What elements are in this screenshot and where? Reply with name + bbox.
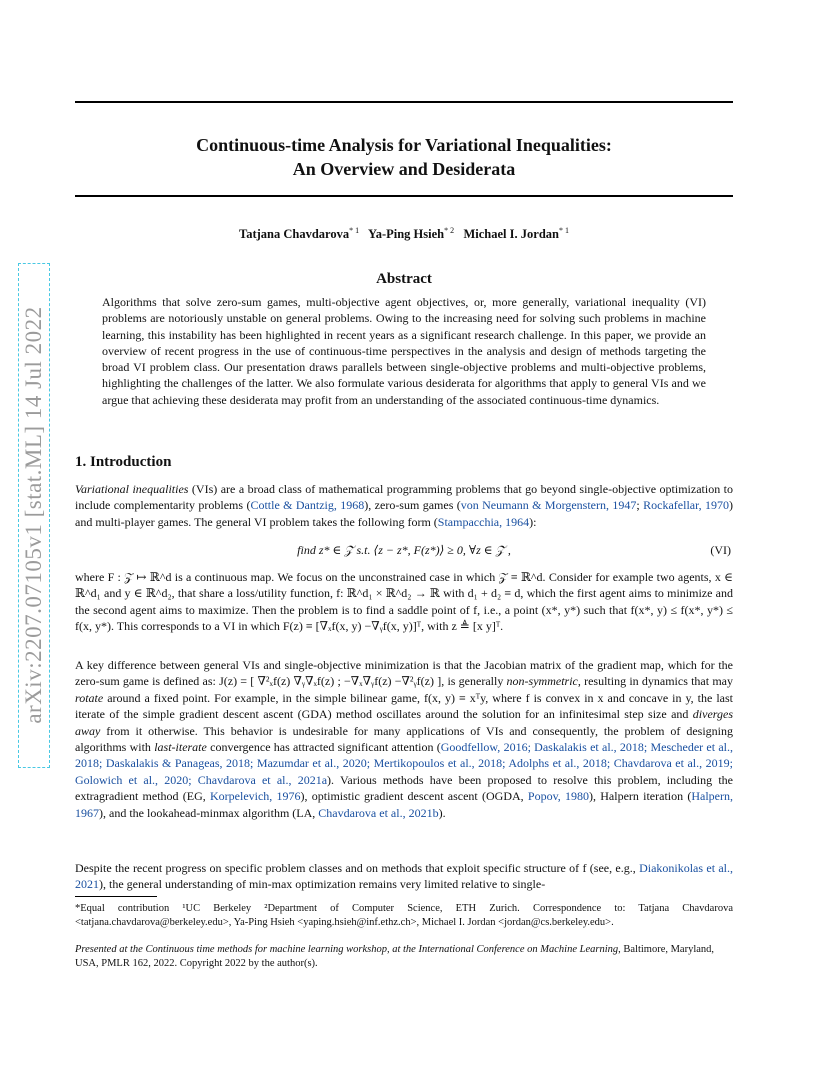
text-run: Despite the recent progress on specific problem classes and on methods that exploit specific structure of f (see, e.g., bbox=[75, 861, 640, 875]
paper-title bbox=[75, 133, 733, 181]
equation-body: find z* ∈ 𝒵 s.t. ⟨z − z*, F(z*)⟩ ≥ 0, ∀z ∈ 𝒵 , bbox=[297, 543, 511, 557]
text-run: ; bbox=[636, 498, 644, 513]
footnote: *Equal contribution ¹UC Berkeley ²Department of Computer Science, ETH Zurich. Correspondence to: Tatjana Chavdarova <tatjana.chavdarova@berkeley.edu>, Ya-Ping Hsieh <yaping.hsieh@inf.ethz.ch>, Michael I. Jordan <jordan@cs.berkeley.edu>. bbox=[75, 903, 733, 928]
citation-link[interactable]: Korpelevich, 1976 bbox=[210, 789, 301, 804]
citation-link[interactable]: Goodfellow, 2016; Daskalakis et al., 2018; Mescheder et al., 2018; Daskalakis & Panageas, 2018; Mazumdar et al., 2020; Mertikopoulos et al., 2018; Adolphs et al., 2018; Chavdarova et al., 2019; Golowich et al., 2020; Chavdarova et al., 2021a bbox=[75, 740, 733, 787]
text-run: ). Various methods have been proposed to resolve this problem, including the extragradient method (EG, bbox=[75, 772, 733, 804]
presented-note bbox=[75, 943, 733, 971]
citation-link[interactable]: Halpern, 1967 bbox=[75, 789, 734, 820]
text-run: ): bbox=[529, 514, 537, 529]
emphasis: rotate bbox=[75, 690, 104, 705]
author-affiliation: * 2 bbox=[444, 226, 455, 235]
author-name: Tatjana Chavdarova bbox=[239, 227, 350, 242]
arxiv-stamp[interactable]: arXiv:2207.07105v1 [stat.ML] 14 Jul 2022 bbox=[21, 306, 46, 724]
equation-tag: (VI) bbox=[710, 543, 731, 557]
text-run: from it otherwise. This behavior is undesirable for many applications of VIs and consequently, the problem of designing algorithms with bbox=[75, 723, 733, 755]
text-run: ), Halpern iteration ( bbox=[589, 789, 692, 804]
citation-link[interactable]: Diakonikolas et al., 2021 bbox=[75, 861, 733, 892]
term-emphasis: Variational inequalities bbox=[75, 482, 189, 496]
text-run: , resulting in dynamics that may bbox=[577, 674, 733, 689]
text-run: ) and multi-player games. The general VI problem takes the following form ( bbox=[75, 498, 734, 529]
citation-link[interactable]: von Neumann & Morgenstern, 1947 bbox=[460, 498, 637, 513]
footnote-rule bbox=[75, 896, 157, 897]
citation-link[interactable]: Popov, 1980 bbox=[527, 789, 590, 804]
emphasis: diverges away bbox=[75, 707, 733, 738]
text-run: ), zero-sum games ( bbox=[364, 498, 461, 513]
text-run: around a fixed point. For example, in the simple bilinear game, f(x, y) ≡ xᵀy, where f is convex in x and concave in y, the last iterate of the simple gradient descent ascent (GDA) method oscillates around the solution for an infinitesimal step size and bbox=[75, 690, 733, 722]
author-list bbox=[75, 226, 733, 242]
text-run: ). bbox=[438, 805, 446, 820]
text-run: ), and the lookahead-minmax algorithm (LA, bbox=[99, 805, 319, 820]
title-rule-bottom bbox=[75, 195, 733, 197]
author-affiliation: * 1 bbox=[558, 226, 569, 235]
paragraph-3 bbox=[75, 657, 733, 821]
text-run: (VIs) are a broad class of mathematical programming problems that go beyond single-objective optimization to include complementarity problems ( bbox=[75, 482, 733, 513]
title-line-1: Continuous-time Analysis for Variational Inequalities: bbox=[196, 135, 612, 155]
paragraph-4 bbox=[75, 860, 733, 893]
author-name: Michael I. Jordan bbox=[463, 227, 559, 242]
text-run: ), optimistic gradient descent ascent (OGDA, bbox=[300, 789, 528, 804]
author-name: Ya-Ping Hsieh bbox=[368, 227, 445, 242]
section-heading: 1. Introduction bbox=[75, 454, 172, 470]
emphasis: non-symmetric bbox=[506, 674, 578, 689]
text-run: convergence has attracted significant attention ( bbox=[206, 740, 441, 755]
citation-link[interactable]: Stampacchia, 1964 bbox=[437, 514, 530, 529]
citation-link[interactable]: Chavdarova et al., 2021b bbox=[318, 805, 439, 820]
title-line-2: An Overview and Desiderata bbox=[292, 159, 516, 179]
title-rule-top bbox=[75, 101, 733, 103]
presented-rest: , Baltimore, Maryland, USA, PMLR 162, 2022. Copyright 2022 by the author(s). bbox=[75, 944, 715, 969]
citation-link[interactable]: Cottle & Dantzig, 1968 bbox=[250, 498, 365, 513]
presented-venue: Presented at the Continuous time methods for machine learning workshop, at the International Conference on Machine Learning bbox=[75, 944, 619, 955]
abstract-heading: Abstract bbox=[376, 271, 432, 287]
paragraph-1 bbox=[75, 481, 733, 530]
author-affiliation: * 1 bbox=[349, 226, 360, 235]
emphasis: last-iterate bbox=[154, 740, 207, 755]
paragraph-2: where F : 𝒵 ↦ ℝ^d is a continuous map. We focus on the unconstrained case in which 𝒵 ≡ ℝ^d. Consider for example two agents, x ∈ ℝ^d₁ and y ∈ ℝ^d₂, that share a loss/utility function, f: ℝ^d₁ × ℝ^d₂ → ℝ with d₁ + d₂ ≡ d, which the first agent aims to minimize and the second agent aims to maximize. Then the problem is to find a saddle point of f, i.e., a point (x*, y*) such that f(x*, y) ≤ f(x*, y*) ≤ f(x, y*). This corresponds to a VI in which F(z) ≡ [∇ₓf(x, y) −∇ᵧf(x, y)]ᵀ, with z ≜ [x y]ᵀ. bbox=[75, 570, 733, 634]
citation-link[interactable]: Rockafellar, 1970 bbox=[643, 498, 730, 513]
text-run: A key difference between general VIs and single-objective minimization is that the Jacobian matrix of the gradient map, which for the zero-sum game is defined as: J(z) = [ ∇²ₓf(z) ∇ᵧ∇ₓf(z) ; −∇ₓ∇ᵧf(z) −∇²ᵧf(z) ], is generally bbox=[75, 658, 733, 689]
text-run: ), the general understanding of min-max optimization remains very limited relative to single- bbox=[99, 877, 546, 892]
abstract-text: Algorithms that solve zero-sum games, multi-objective agent objectives, or, more generally, variational inequality (VI) problems are notoriously unstable on general problems. Owing to the increasing need for solving such problems in machine learning, this instability has been highlighted in recent years as a significant research challenge. In this paper, we provide an overview of recent progress in the use of continuous-time perspectives in the analysis and design of methods targeting the broad VI problem class. Our presentation draws parallels between single-objective problems and multi-objective problems, highlighting the challenges of the latter. We also formulate various desiderata for algorithms that apply to general VIs and we argue that achieving these desiderata may profit from an understanding of the associated continuous-time dynamics. bbox=[102, 295, 706, 407]
